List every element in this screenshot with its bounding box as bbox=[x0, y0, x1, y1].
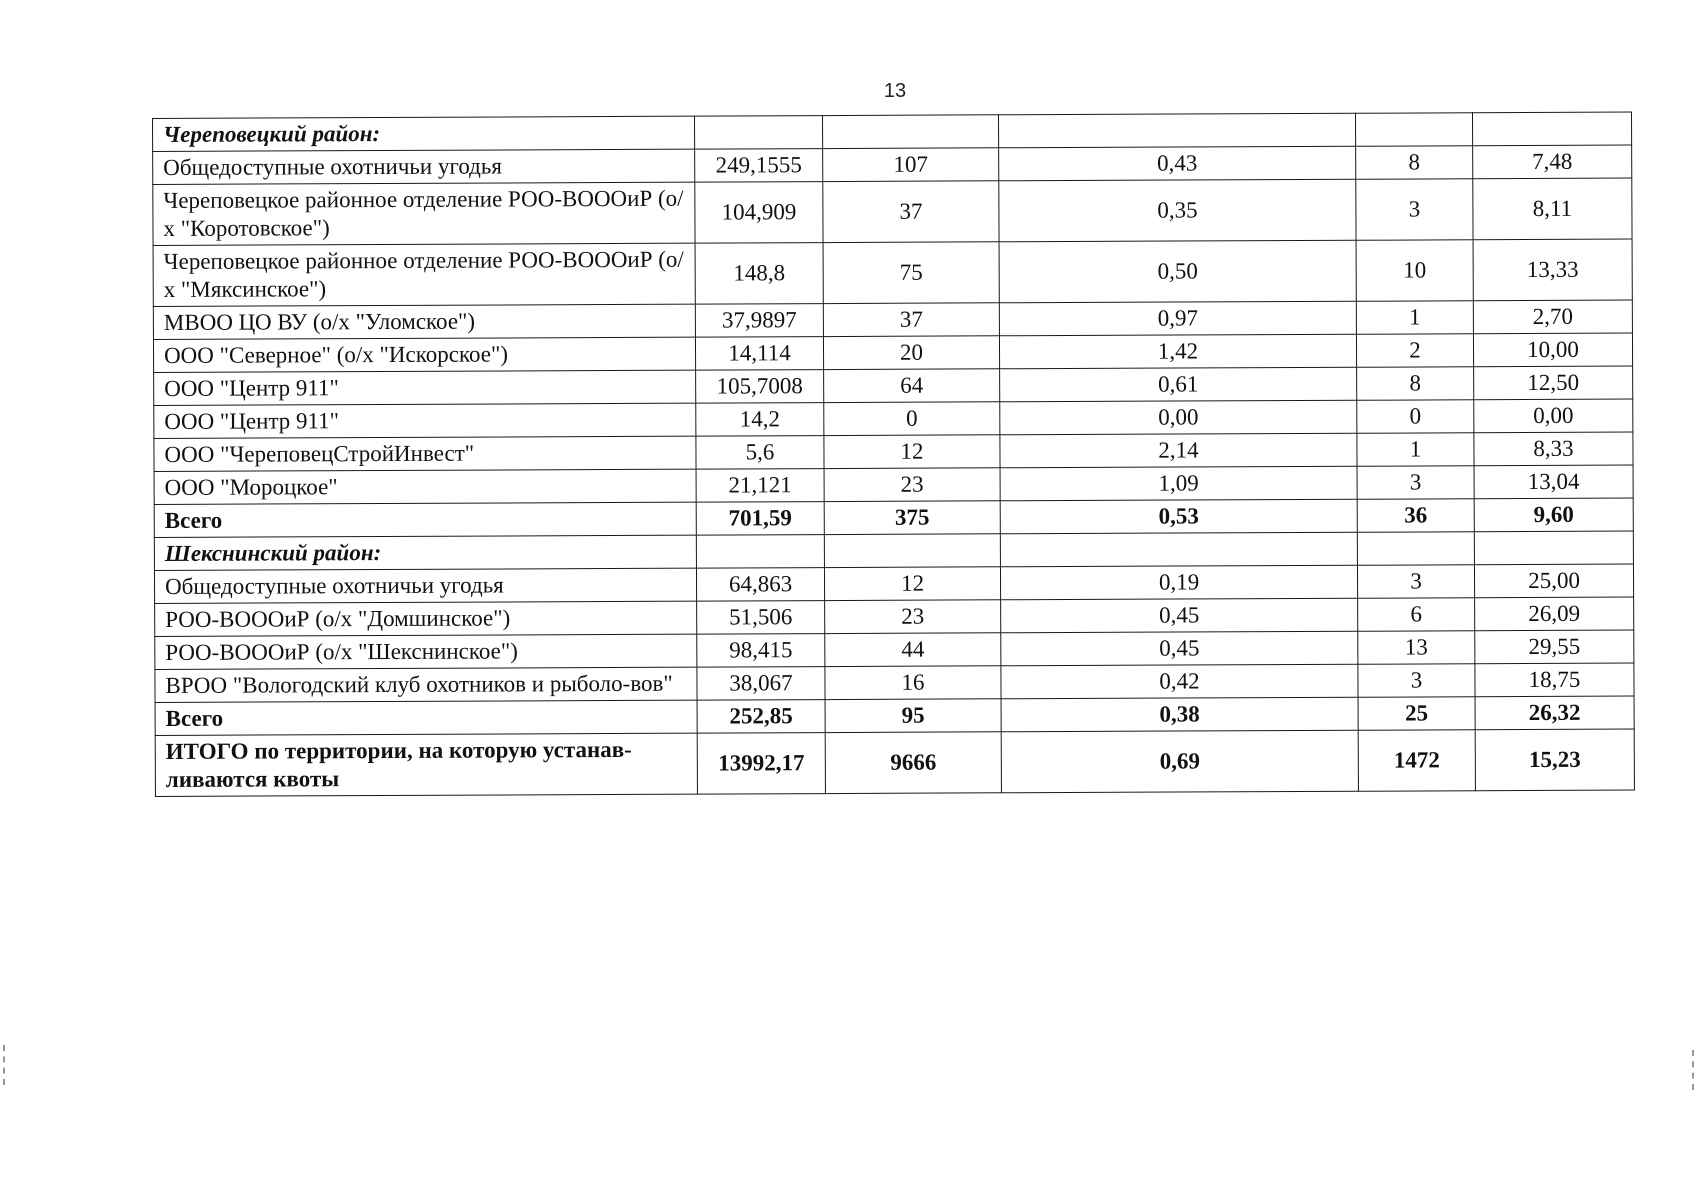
cell-area: 148,8 bbox=[695, 243, 823, 305]
cell-name: ООО "ЧереповецСтройИнвест" bbox=[154, 436, 696, 471]
scan-edge-mark-left bbox=[3, 1045, 7, 1085]
cell-count bbox=[822, 115, 998, 149]
cell-area: 252,85 bbox=[697, 700, 825, 734]
cell-quota: 3 bbox=[1356, 179, 1473, 241]
cell-name: ООО "Мороцкое" bbox=[154, 469, 696, 504]
cell-pct: 8,11 bbox=[1473, 178, 1632, 240]
cell-area: 104,909 bbox=[695, 182, 823, 244]
cell-density: 0,19 bbox=[1000, 565, 1357, 600]
cell-area: 701,59 bbox=[696, 502, 824, 536]
cell-pct: 26,32 bbox=[1475, 696, 1634, 730]
table-row bbox=[153, 239, 1632, 306]
cell-pct: 26,09 bbox=[1475, 597, 1634, 631]
cell-count bbox=[824, 534, 1000, 568]
cell-count: 12 bbox=[824, 435, 1000, 469]
cell-quota: 3 bbox=[1358, 664, 1475, 698]
cell-pct: 18,75 bbox=[1475, 663, 1634, 697]
cell-name: Всего bbox=[154, 502, 696, 537]
cell-pct: 29,55 bbox=[1475, 630, 1634, 664]
cell-quota: 0 bbox=[1357, 400, 1474, 434]
cell-count: 9666 bbox=[825, 732, 1001, 794]
cell-density: 1,09 bbox=[1000, 466, 1357, 501]
cell-density: 0,45 bbox=[1001, 631, 1358, 666]
cell-count: 64 bbox=[824, 369, 1000, 403]
cell-name: ИТОГО по территории, на которую устанав-ливаются квоты bbox=[155, 733, 697, 796]
cell-name: Общедоступные охотничьи угодья bbox=[154, 568, 696, 603]
cell-density bbox=[998, 113, 1355, 148]
cell-name: МВОО ЦО ВУ (о/х "Уломское") bbox=[153, 304, 695, 339]
cell-pct: 2,70 bbox=[1473, 300, 1632, 334]
cell-name: ВРОО "Вологодский клуб охотников и рыболо-вов" bbox=[155, 667, 697, 702]
cell-area: 37,9897 bbox=[695, 304, 823, 338]
cell-area: 64,863 bbox=[696, 568, 824, 602]
cell-quota: 1 bbox=[1357, 433, 1474, 467]
cell-pct: 7,48 bbox=[1473, 145, 1632, 179]
cell-count: 16 bbox=[825, 666, 1001, 700]
cell-density: 2,14 bbox=[1000, 433, 1357, 468]
cell-quota: 1472 bbox=[1358, 730, 1475, 792]
cell-quota: 10 bbox=[1356, 240, 1473, 302]
cell-quota: 3 bbox=[1357, 466, 1474, 500]
cell-count: 0 bbox=[824, 402, 1000, 436]
cell-pct: 9,60 bbox=[1474, 498, 1633, 532]
cell-density: 0,97 bbox=[999, 301, 1356, 336]
cell-name: Общедоступные охотничьи угодья bbox=[153, 149, 695, 184]
cell-quota: 8 bbox=[1356, 146, 1473, 180]
grand-total-row bbox=[155, 729, 1634, 796]
cell-pct: 15,23 bbox=[1475, 729, 1634, 791]
cell-density: 0,42 bbox=[1001, 664, 1358, 699]
cell-quota: 6 bbox=[1358, 598, 1475, 632]
cell-area: 13992,17 bbox=[697, 733, 825, 795]
cell-name: Череповецкое районное отделение РОО-ВОООиР (о/х "Коротовское") bbox=[153, 182, 695, 245]
cell-name: Череповецкий район: bbox=[153, 116, 695, 151]
cell-quota: 2 bbox=[1356, 334, 1473, 368]
cell-name: Череповецкое районное отделение РОО-ВОООиР (о/х "Мяксинское") bbox=[153, 243, 695, 306]
cell-area bbox=[696, 535, 824, 569]
cell-count: 75 bbox=[823, 242, 999, 304]
cell-quota: 3 bbox=[1357, 565, 1474, 599]
cell-name: Всего bbox=[155, 700, 697, 735]
cell-density: 0,45 bbox=[1001, 598, 1358, 633]
cell-count: 95 bbox=[825, 699, 1001, 733]
cell-density: 0,50 bbox=[999, 240, 1356, 303]
quota-table bbox=[152, 112, 1635, 797]
cell-name: Шекснинский район: bbox=[154, 535, 696, 570]
cell-pct bbox=[1472, 112, 1631, 146]
cell-count: 12 bbox=[824, 567, 1000, 601]
cell-count: 375 bbox=[824, 501, 1000, 535]
cell-density: 0,69 bbox=[1001, 730, 1358, 793]
cell-density: 0,53 bbox=[1000, 499, 1357, 534]
cell-density: 0,00 bbox=[1000, 400, 1357, 435]
page-number: 13 bbox=[883, 80, 907, 102]
cell-pct: 8,33 bbox=[1474, 432, 1633, 466]
cell-pct bbox=[1474, 531, 1633, 565]
cell-area: 38,067 bbox=[697, 667, 825, 701]
cell-density: 0,61 bbox=[1000, 367, 1357, 402]
cell-pct: 0,00 bbox=[1474, 399, 1633, 433]
cell-count: 20 bbox=[823, 336, 999, 370]
cell-area: 249,1555 bbox=[695, 149, 823, 183]
cell-quota: 13 bbox=[1358, 631, 1475, 665]
cell-count: 37 bbox=[823, 181, 999, 243]
cell-area: 14,2 bbox=[696, 403, 824, 437]
cell-quota: 1 bbox=[1356, 301, 1473, 335]
cell-pct: 13,04 bbox=[1474, 465, 1633, 499]
cell-density: 0,43 bbox=[999, 146, 1356, 181]
cell-pct: 12,50 bbox=[1474, 366, 1633, 400]
cell-area: 51,506 bbox=[697, 601, 825, 635]
cell-name: ООО "Центр 911" bbox=[154, 403, 696, 438]
cell-count: 37 bbox=[823, 303, 999, 337]
cell-area: 21,121 bbox=[696, 469, 824, 503]
cell-density: 0,38 bbox=[1001, 697, 1358, 732]
cell-density: 1,42 bbox=[999, 334, 1356, 369]
table-row bbox=[153, 178, 1632, 245]
cell-quota: 8 bbox=[1357, 367, 1474, 401]
cell-pct: 10,00 bbox=[1473, 333, 1632, 367]
cell-name: ООО "Центр 911" bbox=[154, 370, 696, 405]
cell-name: РОО-ВОООиР (о/х "Шекснинское") bbox=[155, 634, 697, 669]
cell-name: РОО-ВОООиР (о/х "Домшинское") bbox=[155, 601, 697, 636]
cell-density bbox=[1000, 532, 1357, 567]
cell-area: 105,7008 bbox=[696, 370, 824, 404]
cell-area: 14,114 bbox=[695, 337, 823, 371]
cell-name: ООО "Северное" (о/х "Искорское") bbox=[153, 337, 695, 372]
cell-count: 23 bbox=[824, 468, 1000, 502]
scan-edge-mark-right bbox=[1692, 1050, 1696, 1090]
cell-pct: 25,00 bbox=[1474, 564, 1633, 598]
cell-area bbox=[694, 116, 822, 150]
cell-quota bbox=[1355, 113, 1472, 147]
cell-area: 5,6 bbox=[696, 436, 824, 470]
cell-quota: 36 bbox=[1357, 499, 1474, 533]
cell-quota bbox=[1357, 532, 1474, 566]
cell-count: 107 bbox=[823, 148, 999, 182]
cell-density: 0,35 bbox=[999, 179, 1356, 242]
cell-count: 44 bbox=[825, 633, 1001, 667]
quota-table-body bbox=[153, 112, 1635, 796]
cell-area: 98,415 bbox=[697, 634, 825, 668]
cell-quota: 25 bbox=[1358, 697, 1475, 731]
cell-count: 23 bbox=[825, 600, 1001, 634]
cell-pct: 13,33 bbox=[1473, 239, 1632, 301]
